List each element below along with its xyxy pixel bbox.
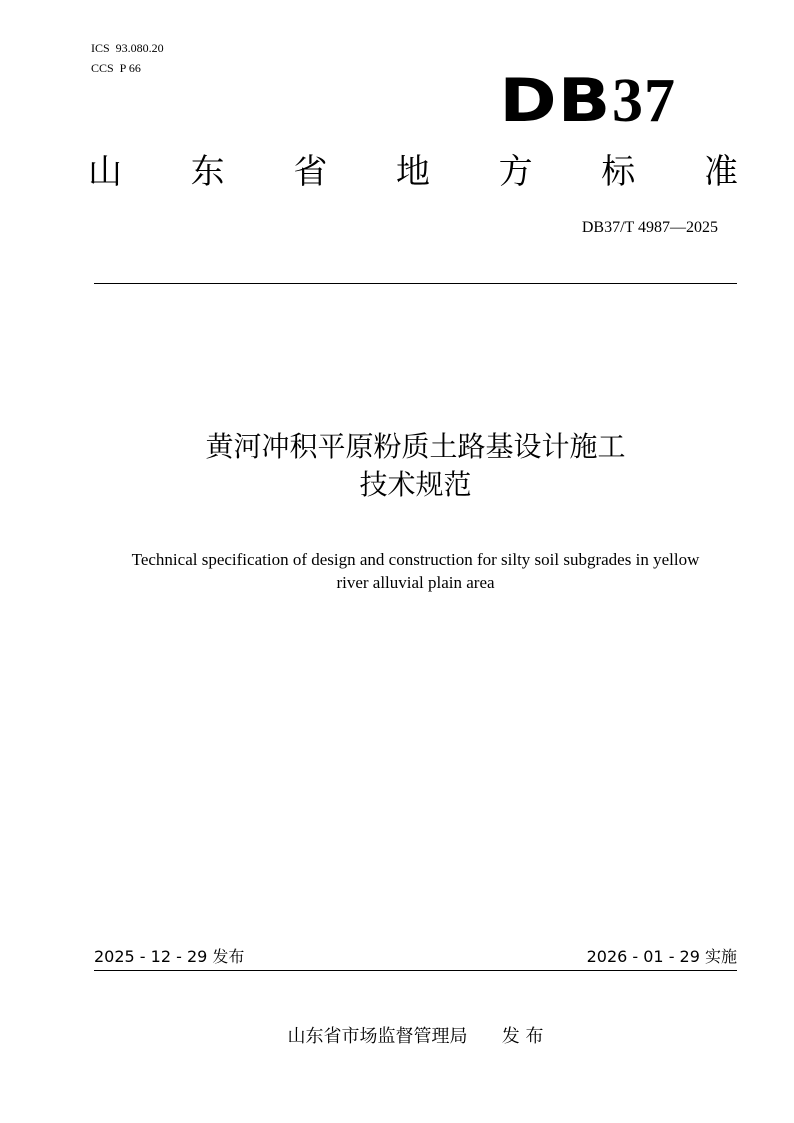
footer-divider xyxy=(94,970,737,971)
ccs-code: CCS P 66 xyxy=(91,61,141,75)
standard-type-char: 标 xyxy=(601,152,636,192)
standard-type-char: 准 xyxy=(703,152,738,192)
standard-type-title xyxy=(88,152,738,192)
standard-type-char: 东 xyxy=(190,152,225,192)
ics-code: ICS 93.080.20 xyxy=(91,41,164,55)
document-title-en xyxy=(94,548,737,594)
effective-date: 2026 - 01 - 29 实施 xyxy=(586,947,737,966)
logo-db: DB xyxy=(499,66,612,136)
standard-type-char: 山 xyxy=(88,152,122,192)
classification-codes xyxy=(91,38,164,78)
standard-type-char: 地 xyxy=(395,152,430,192)
document-title-cn xyxy=(94,428,737,504)
title-cn-line-1: 黄河冲积平原粉质土路基设计施工 xyxy=(205,430,626,463)
header-divider xyxy=(94,283,737,284)
logo-number: 37 xyxy=(612,67,676,135)
standard-type-char: 省 xyxy=(293,152,328,192)
title-en-line-1: Technical specification of design and construction for silty soil subgrades in yellow xyxy=(131,550,700,569)
title-en-line-2: river alluvial plain area xyxy=(336,573,495,592)
issue-date: 2025 - 12 - 29 发布 xyxy=(94,947,245,966)
db37-logo xyxy=(499,66,676,136)
title-cn-line-2: 技术规范 xyxy=(359,468,472,501)
standard-number: DB37/T 4987—2025 xyxy=(581,219,718,236)
issuing-authority: 山东省市场监督管理局 发 布 xyxy=(287,1026,544,1047)
standard-type-char: 方 xyxy=(498,152,533,192)
